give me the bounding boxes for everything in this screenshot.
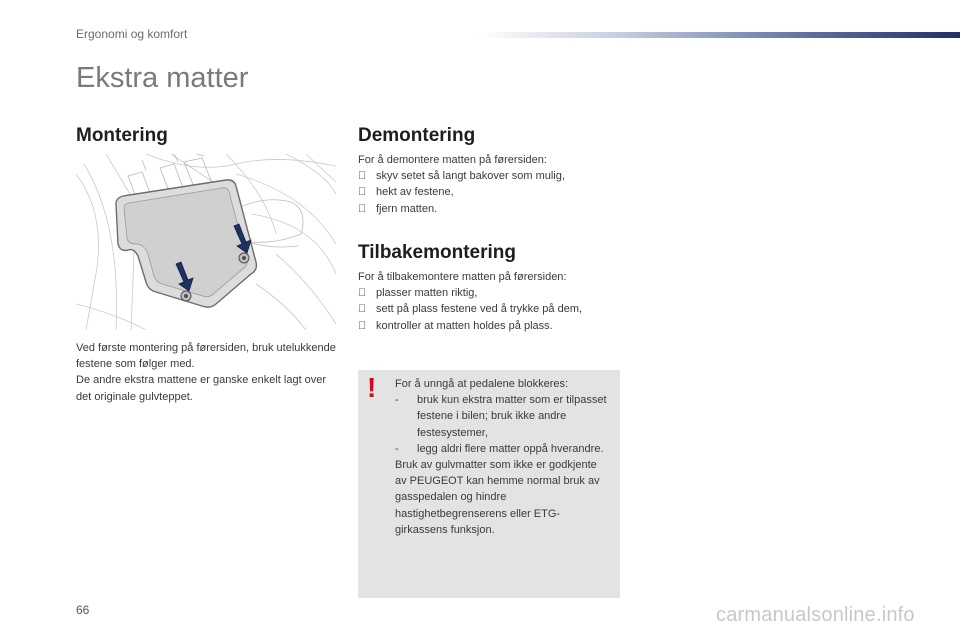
montering-heading: Montering [76,125,168,146]
list-item: hekt av festene, [376,186,454,199]
warning-icon: ! [367,372,377,403]
list-item: skyv setet så langt bakover som mulig, [376,170,565,183]
warning-text [395,376,610,538]
list-item: plasser matten riktig, [376,287,478,300]
header-section: Ergonomi og komfort [76,27,188,41]
list-item: sett på plass festene ved å trykke på dem, [376,303,583,316]
warning-closing: Bruk av gulvmatter som ikke er godkjente av PEUGEOT kan hemme normal bruk av gasspedalen og hindre hastighetbegrenserens eller ETG-girkassens funksjon. [395,459,600,536]
montering-paragraph-2: De andre ekstra mattene er ganske enkelt lagt over det originale gulvteppet. [76,374,327,403]
warning-item-text: bruk kun ekstra matter som er tilpasset festene i bilen; bruk ikke andre festesystemer, [417,394,607,439]
warning-item-text: legg aldri flere matter oppå hverandre. [417,442,604,455]
floor-mat-illustration [76,154,336,330]
dash-marker: - [395,442,399,455]
tilbakemontering-text [358,269,628,334]
warning-intro: For å unngå at pedalene blokkeres: [395,378,569,390]
list-item: kontroller at matten holdes på plass. [376,319,553,332]
demontering-list [358,168,628,217]
montering-paragraph-1: Ved første montering på førersiden, bruk utelukkende festene som følger med. [76,342,336,371]
warning-box [358,370,620,598]
tilbakemontering-list [358,285,628,334]
page-number: 66 [76,603,90,617]
dash-marker: - [395,394,399,407]
tilbakemontering-heading: Tilbakemontering [358,242,517,263]
header-bar [478,32,960,38]
warning-item [395,392,610,441]
montering-text [76,340,338,405]
demontering-heading: Demontering [358,125,476,146]
list-item: fjern matten. [376,202,438,215]
demontering-intro: For å demontere matten på førersiden: [358,154,547,166]
demontering-text [358,152,628,217]
watermark: carmanualsonline.info [716,604,915,626]
warning-item [395,441,610,457]
tilbakemontering-intro: For å tilbakemontere matten på førersiden: [358,271,567,283]
page-title: Ekstra matter [76,62,249,94]
